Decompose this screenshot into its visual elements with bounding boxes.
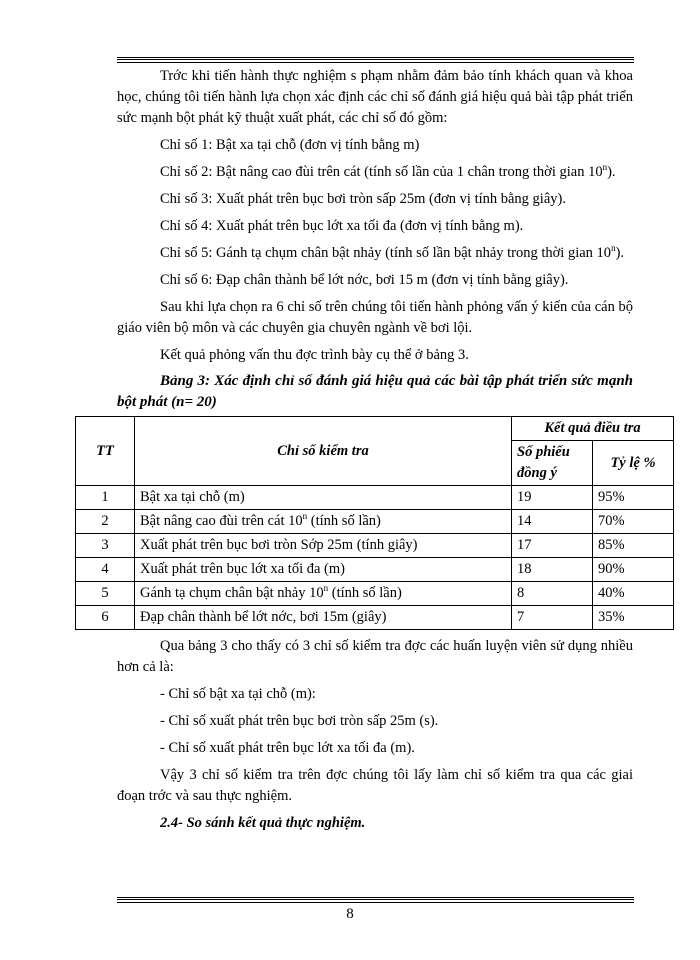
table-row xyxy=(76,582,674,606)
index-label: Chỉ số 4: xyxy=(160,218,213,234)
header-rule xyxy=(117,57,634,63)
footer-rule xyxy=(117,897,634,903)
cell-name-text: Đạp chân thành bể lớt nớc, bơi 15m (giây) xyxy=(140,609,387,625)
paragraph-result: Kết quả phỏng vấn thu đợc trình bày cụ thể ở bảng 3. xyxy=(160,347,469,363)
results-table xyxy=(75,416,674,630)
cell-tt: 3 xyxy=(76,534,135,558)
cell-name-text: Bật nâng cao đùi trên cát 10 xyxy=(140,513,303,529)
header-index: Chỉ số kiểm tra xyxy=(135,417,512,486)
superscript: n xyxy=(302,511,308,522)
index-label: Chỉ số 1: xyxy=(160,137,213,153)
index-text: Bật nâng cao đùi trên cát (tính số lần của 1 chân trong thời gian 10 xyxy=(216,164,603,180)
index-label: Chỉ số 2: xyxy=(160,164,213,180)
index-label: Chỉ số 6: xyxy=(160,272,213,288)
cell-name xyxy=(135,486,512,510)
cell-name-tail: (tính số lần) xyxy=(307,513,381,529)
dash-item-1: - Chỉ số bật xa tại chỗ (m): xyxy=(160,686,316,702)
index-label: Chỉ số 3: xyxy=(160,191,213,207)
cell-agree: 7 xyxy=(512,606,593,630)
index-tail: ). xyxy=(615,245,625,261)
cell-agree: 18 xyxy=(512,558,593,582)
table-header-row xyxy=(76,417,674,441)
table-row xyxy=(76,558,674,582)
index-label: Chỉ số 5: xyxy=(160,245,213,261)
cell-name xyxy=(135,606,512,630)
cell-name-text: Gánh tạ chụm chân bật nhảy 10 xyxy=(140,585,324,601)
cell-name-text: Xuất phát trên bục lớt xa tối đa (m) xyxy=(140,561,345,577)
cell-ratio: 70% xyxy=(593,510,674,534)
cell-ratio: 35% xyxy=(593,606,674,630)
cell-tt: 2 xyxy=(76,510,135,534)
cell-name xyxy=(135,534,512,558)
header-tt: TT xyxy=(76,417,135,486)
header-agree: Số phiếu đồng ý xyxy=(512,441,593,486)
table-row xyxy=(76,486,674,510)
cell-agree: 17 xyxy=(512,534,593,558)
index-text: Gánh tạ chụm chân bật nhảy (tính số lần bật nhảy trong thời gian 10 xyxy=(216,245,612,261)
header-ratio: Tỷ lệ % xyxy=(593,441,674,486)
cell-name-text: Xuất phát trên bục bơi tròn Sớp 25m (tính giây) xyxy=(140,537,418,553)
cell-ratio: 40% xyxy=(593,582,674,606)
index-text: Đạp chân thành bể lớt nớc, bơi 15 m (đơn vị tính bằng giây). xyxy=(216,272,569,288)
paragraph-after-indices: Sau khi lựa chọn ra 6 chỉ số trên chúng tôi tiến hành phỏng vấn ý kiến của cán bộ giáo viên bộ môn và các chuyên gia chuyên ngành về bơi lội. xyxy=(117,299,633,336)
header-result: Kết quả điều tra xyxy=(512,417,674,441)
index-3 xyxy=(117,189,633,210)
cell-agree: 14 xyxy=(512,510,593,534)
section-heading: 2.4- So sánh kết quả thực nghiệm. xyxy=(160,815,366,831)
table-row xyxy=(76,534,674,558)
index-2 xyxy=(117,162,633,183)
superscript: n xyxy=(602,162,608,173)
index-4 xyxy=(117,216,633,237)
superscript: n xyxy=(323,583,329,594)
cell-agree: 8 xyxy=(512,582,593,606)
cell-tt: 5 xyxy=(76,582,135,606)
index-6 xyxy=(117,270,633,291)
index-text: Bật xa tại chỗ (đơn vị tính bằng m) xyxy=(216,137,420,153)
superscript: n xyxy=(611,243,616,254)
cell-ratio: 90% xyxy=(593,558,674,582)
table-caption: Bảng 3: Xác định chỉ số đánh giá hiệu quả các bài tập phát triển sức mạnh bột phát (n= 20) xyxy=(117,373,633,410)
cell-ratio: 95% xyxy=(593,486,674,510)
index-5 xyxy=(117,243,633,264)
page-body xyxy=(96,66,656,834)
paragraph-analysis: Qua bảng 3 cho thấy có 3 chỉ số kiểm tra đợc các huấn luyện viên sử dụng nhiều hơn cả là: xyxy=(117,638,633,675)
intro-paragraph: Trớc khi tiến hành thực nghiệm s phạm nhằm đảm bảo tính khách quan và khoa học, chúng tôi tiến hành lựa chọn xác định các chỉ số đánh giá hiệu quả bài tập phát triển sức mạnh bột phát kỹ thuật xuất phát, các chỉ số đó gồm: xyxy=(117,68,633,126)
cell-tt: 1 xyxy=(76,486,135,510)
cell-ratio: 85% xyxy=(593,534,674,558)
cell-tt: 6 xyxy=(76,606,135,630)
cell-name xyxy=(135,582,512,606)
cell-name xyxy=(135,510,512,534)
table-row xyxy=(76,606,674,630)
dash-item-2: - Chỉ số xuất phát trên bục bơi tròn sấp 25m (s). xyxy=(160,713,439,729)
table-row xyxy=(76,510,674,534)
index-text: Xuất phát trên bục bơi tròn sấp 25m (đơn vị tính bằng giây). xyxy=(216,191,566,207)
cell-agree: 19 xyxy=(512,486,593,510)
paragraph-conclusion: Vậy 3 chỉ số kiểm tra trên đợc chúng tôi lấy làm chỉ số kiểm tra qua các giai đoạn trớc và sau thực nghiệm. xyxy=(117,767,633,804)
index-text: Xuất phát trên bục lớt xa tối đa (đơn vị tính bằng m). xyxy=(216,218,524,234)
index-tail: ). xyxy=(607,164,616,180)
cell-name-tail: (tính số lần) xyxy=(328,585,402,601)
cell-name-text: Bật xa tại chỗ (m) xyxy=(140,489,245,505)
cell-tt: 4 xyxy=(76,558,135,582)
index-1 xyxy=(117,135,633,156)
cell-name xyxy=(135,558,512,582)
page-number: 8 xyxy=(346,906,354,922)
dash-item-3: - Chỉ số xuất phát trên bục lớt xa tối đa (m). xyxy=(160,740,415,756)
